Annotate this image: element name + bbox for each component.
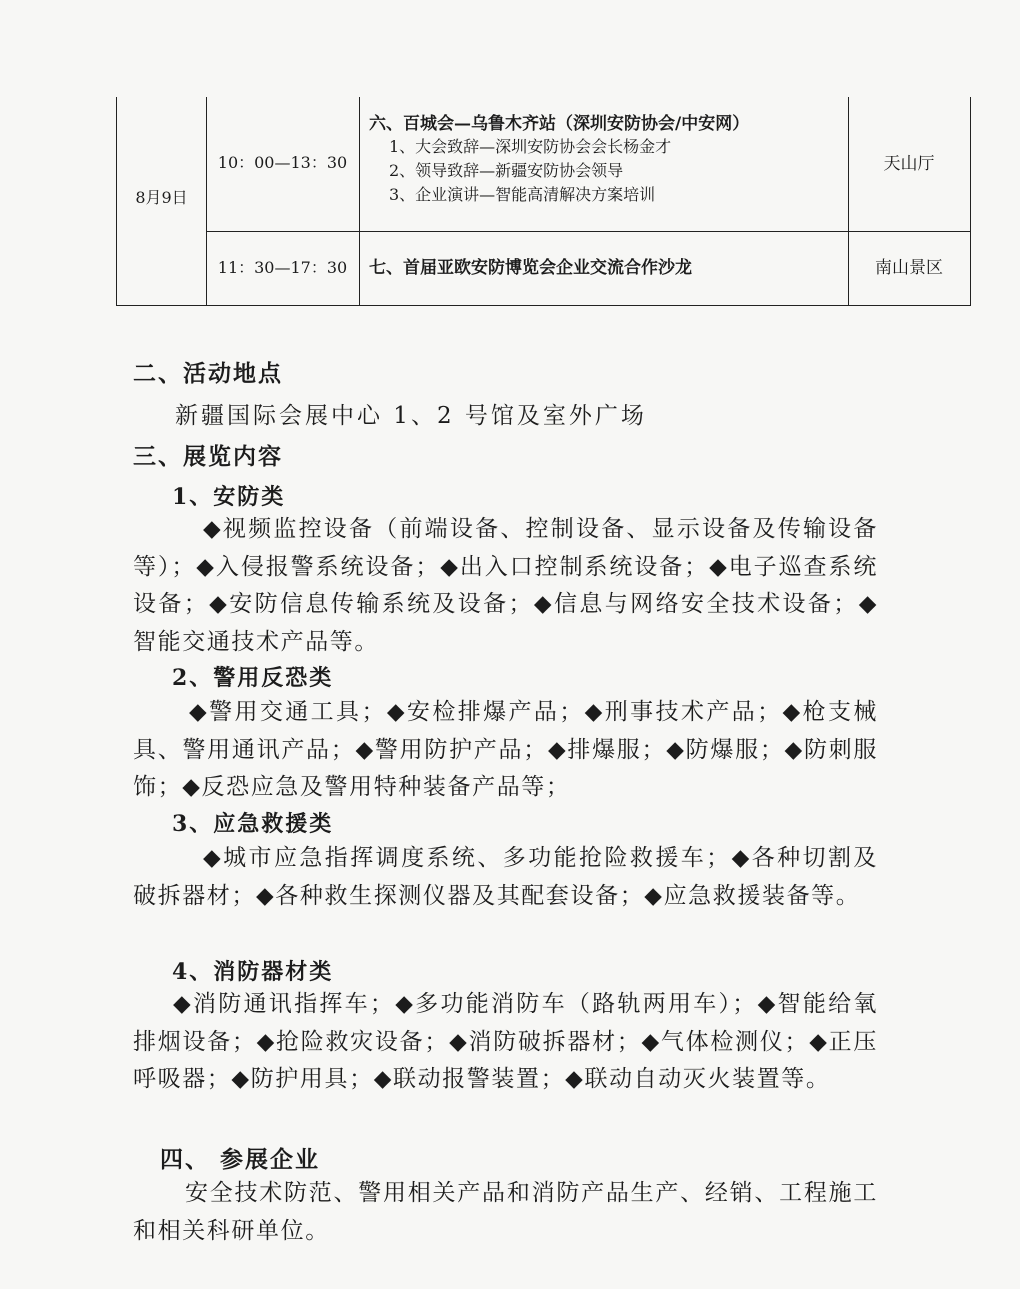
schedule-table — [116, 97, 971, 306]
section-heading: 四、 参展企业 — [160, 1146, 321, 1173]
event-item: 1、大会致辞—深圳安防协会会长杨金才 — [389, 137, 672, 156]
category-title: 4、消防器材类 — [172, 959, 334, 985]
section-heading: 二、活动地点 — [133, 360, 283, 387]
category-title: 1、安防类 — [172, 484, 286, 510]
schedule-venue: 南山景区 — [875, 258, 943, 278]
section-heading: 三、展览内容 — [133, 443, 283, 470]
schedule-event — [369, 113, 839, 207]
category-text: ◆视频监控设备（前端设备、控制设备、显示设备及传输设备等）；◆入侵报警系统设备；◆出入口控制系统设备；◆电子巡查系统设备；◆安防信息传输系统及设备；◆信息与网络安全技术设备；◆智能交通技术产品等。 — [133, 516, 878, 655]
event-title: 七、首届亚欧安防博览会企业交流合作沙龙 — [369, 258, 692, 278]
table-divider — [359, 97, 360, 305]
category-title: 2、警用反恐类 — [172, 665, 334, 691]
category-title: 3、应急救援类 — [172, 811, 334, 837]
event-title: 六、百城会—乌鲁木齐站（深圳安防协会/中安网） — [369, 114, 750, 134]
schedule-time: 11：30—17：30 — [217, 258, 348, 277]
schedule-date: 8月9日 — [135, 188, 188, 207]
section-text: 安全技术防范、警用相关产品和消防产品生产、经销、工程施工和相关科研单位。 — [133, 1180, 878, 1244]
event-item: 2、领导致辞—新疆安防协会领导 — [389, 161, 624, 180]
category-text: ◆警用交通工具；◆安检排爆产品；◆刑事技术产品；◆枪支械具、警用通讯产品；◆警用防护产品；◆排爆服；◆防爆服；◆防刺服饰；◆反恐应急及警用特种装备产品等； — [133, 699, 878, 800]
category-text: ◆消防通讯指挥车；◆多功能消防车（路轨两用车）；◆智能给氧排烟设备；◆抢险救灾设备；◆消防破拆器材；◆气体检测仪；◆正压呼吸器；◆防护用具；◆联动报警装置；◆联动自动灭火装置等。 — [133, 991, 878, 1092]
category-text: ◆城市应急指挥调度系统、多功能抢险救援车；◆各种切割及破拆器材；◆各种救生探测仪器及其配套设备；◆应急救援装备等。 — [133, 845, 878, 909]
event-item: 3、企业演讲—智能高清解决方案培训 — [389, 185, 656, 204]
section-text: 新疆国际会展中心 1、2 号馆及室外广场 — [175, 403, 647, 429]
schedule-venue: 天山厅 — [883, 154, 935, 174]
schedule-time: 10：00—13：30 — [217, 153, 348, 172]
table-divider — [206, 231, 970, 232]
